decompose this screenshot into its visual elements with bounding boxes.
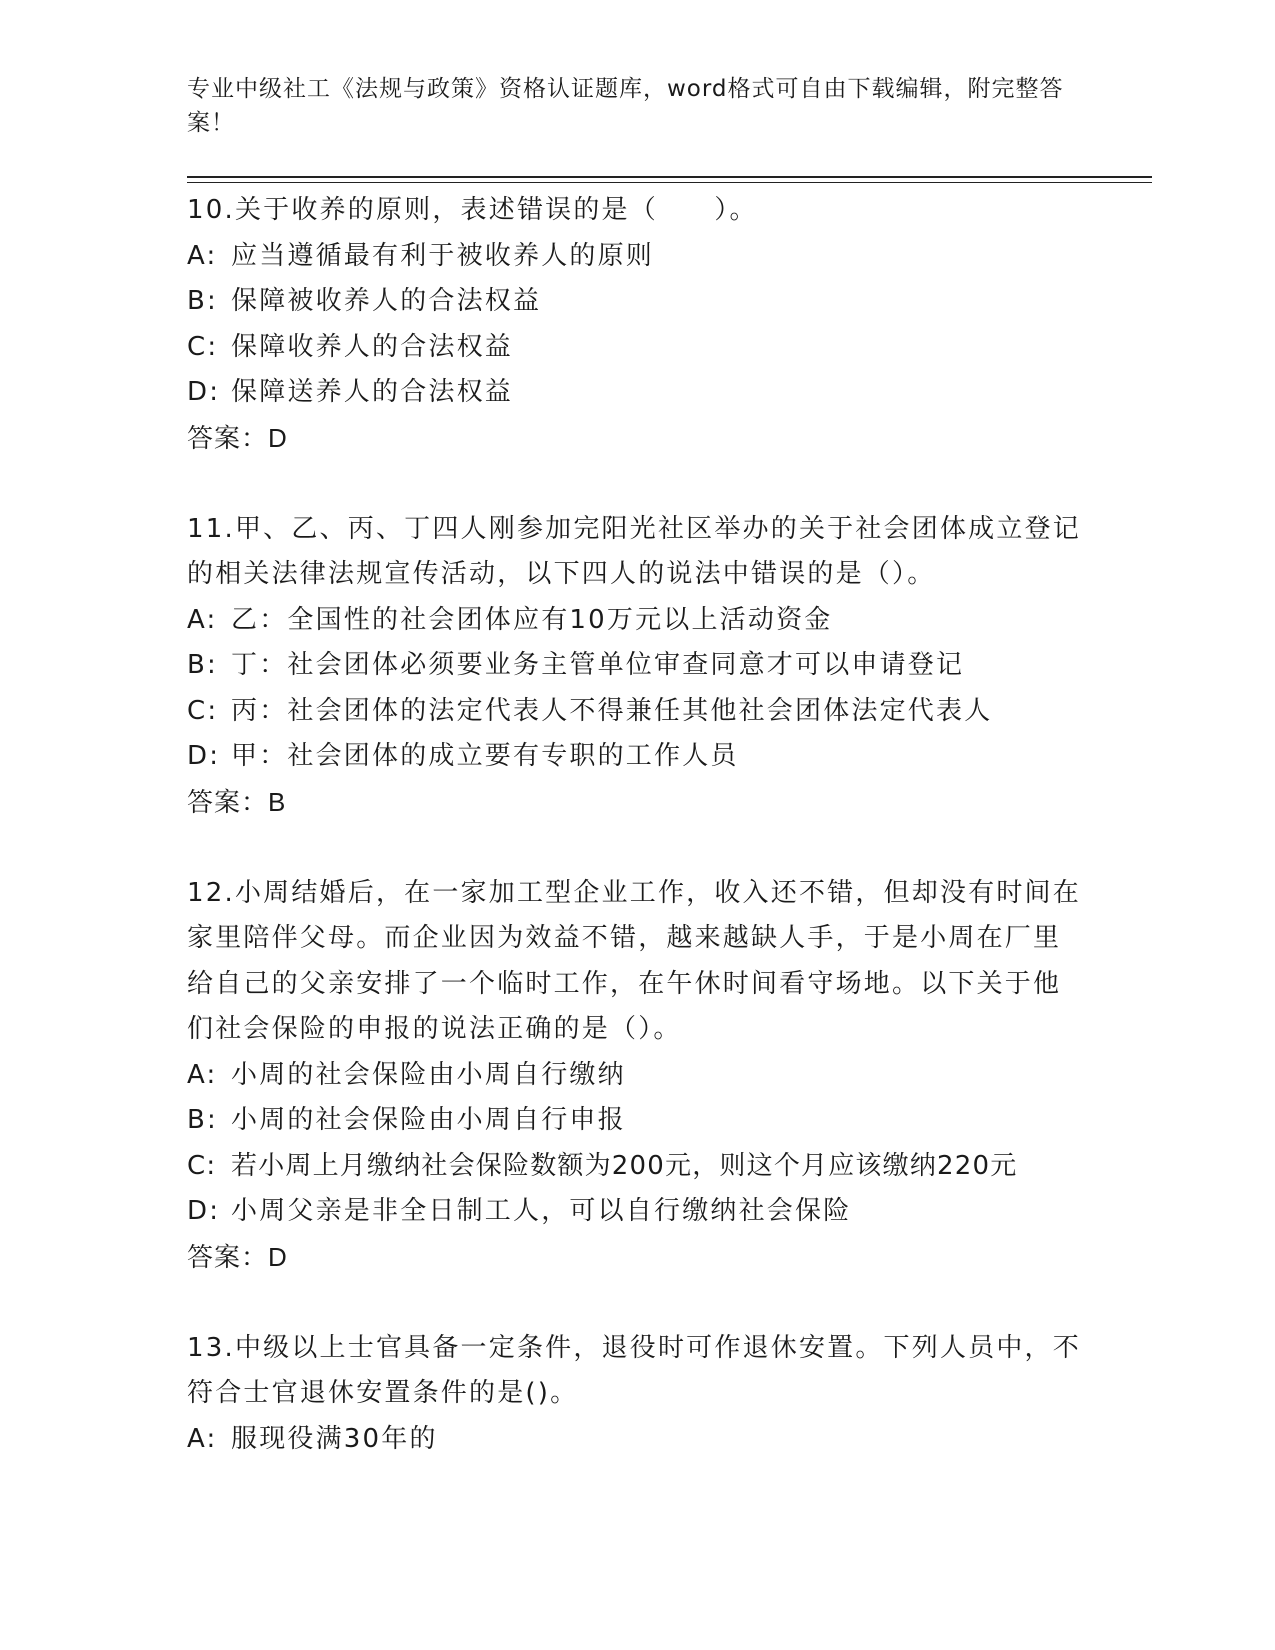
option-letter: C: [187,1150,217,1181]
option-text: 保障送养人的合法权益 [231,377,514,407]
option-letter: B: [187,286,218,316]
option-b [187,1098,1087,1144]
option-a [187,598,1087,644]
option-letter: D: [187,1196,221,1226]
question-stem: 10.关于收养的原则，表述错误的是（ ）。 [187,195,758,225]
option-text: 保障收养人的合法权益 [231,331,514,362]
option-b [187,279,1087,325]
spacer [187,825,1087,871]
option-a [187,234,1087,280]
option-c [187,1144,1087,1190]
option-text: 乙：全国性的社会团体应有10万元以上活动资金 [231,604,833,635]
option-a [187,1417,1087,1463]
answer-line: 答案：D [187,1241,288,1272]
option-d [187,1189,1087,1235]
question-13 [187,1326,1087,1463]
option-letter: B: [187,1105,218,1135]
option-letter: D: [187,377,221,407]
option-text: 小周的社会保险由小周自行缴纳 [231,1059,626,1090]
question-10 [187,188,1087,461]
option-letter: C: [187,695,219,726]
option-letter: A: [187,1423,218,1454]
option-text: 保障被收养人的合法权益 [231,286,542,316]
option-letter: D: [187,741,221,771]
option-d [187,370,1087,416]
answer-line: 答案：B [187,786,287,817]
option-c [187,689,1087,735]
option-letter: B: [187,650,218,680]
header-rule-thin [187,182,1152,183]
option-d [187,734,1087,780]
option-letter: C: [187,331,219,362]
option-b [187,643,1087,689]
spacer [187,1280,1087,1326]
question-11 [187,507,1087,826]
option-text: 甲：社会团体的成立要有专职的工作人员 [231,741,739,771]
option-letter: A: [187,1059,218,1090]
answer-line: 答案：D [187,422,288,453]
document-header: 专业中级社工《法规与政策》资格认证题库，word格式可自由下载编辑，附完整答案！ [187,76,1064,136]
option-letter: A: [187,604,218,635]
option-text: 小周父亲是非全日制工人，可以自行缴纳社会保险 [231,1196,852,1226]
option-text: 丁：社会团体必须要业务主管单位审查同意才可以申请登记 [231,650,965,680]
question-stem: 13.中级以上士官具备一定条件，退役时可作退休安置。下列人员中，不符合士官退休安置条件的是()。 [187,1332,1081,1408]
option-text: 应当遵循最有利于被收养人的原则 [231,240,655,271]
option-a [187,1053,1087,1099]
option-c [187,325,1087,371]
option-text: 丙：社会团体的法定代表人不得兼任其他社会团体法定代表人 [231,695,993,726]
question-list [187,188,1087,1462]
option-text: 服现役满30年的 [231,1423,438,1454]
option-letter: A: [187,240,218,271]
option-text: 小周的社会保险由小周自行申报 [231,1105,626,1135]
spacer [187,461,1087,507]
question-stem: 12.小周结婚后，在一家加工型企业工作，收入还不错，但却没有时间在家里陪伴父母。而企业因为效益不错，越来越缺人手，于是小周在厂里给自己的父亲安排了一个临时工作，在午休时间看守场地。以下关于他们社会保险的申报的说法正确的是（）。 [187,877,1081,1044]
header-rule-thick [187,176,1152,178]
question-12 [187,871,1087,1281]
question-stem: 11.甲、乙、丙、丁四人刚参加完阳光社区举办的关于社会团体成立登记的相关法律法规宣传活动，以下四人的说法中错误的是（）。 [187,513,1081,589]
option-text: 若小周上月缴纳社会保险数额为200元，则这个月应该缴纳220元 [231,1150,1018,1181]
